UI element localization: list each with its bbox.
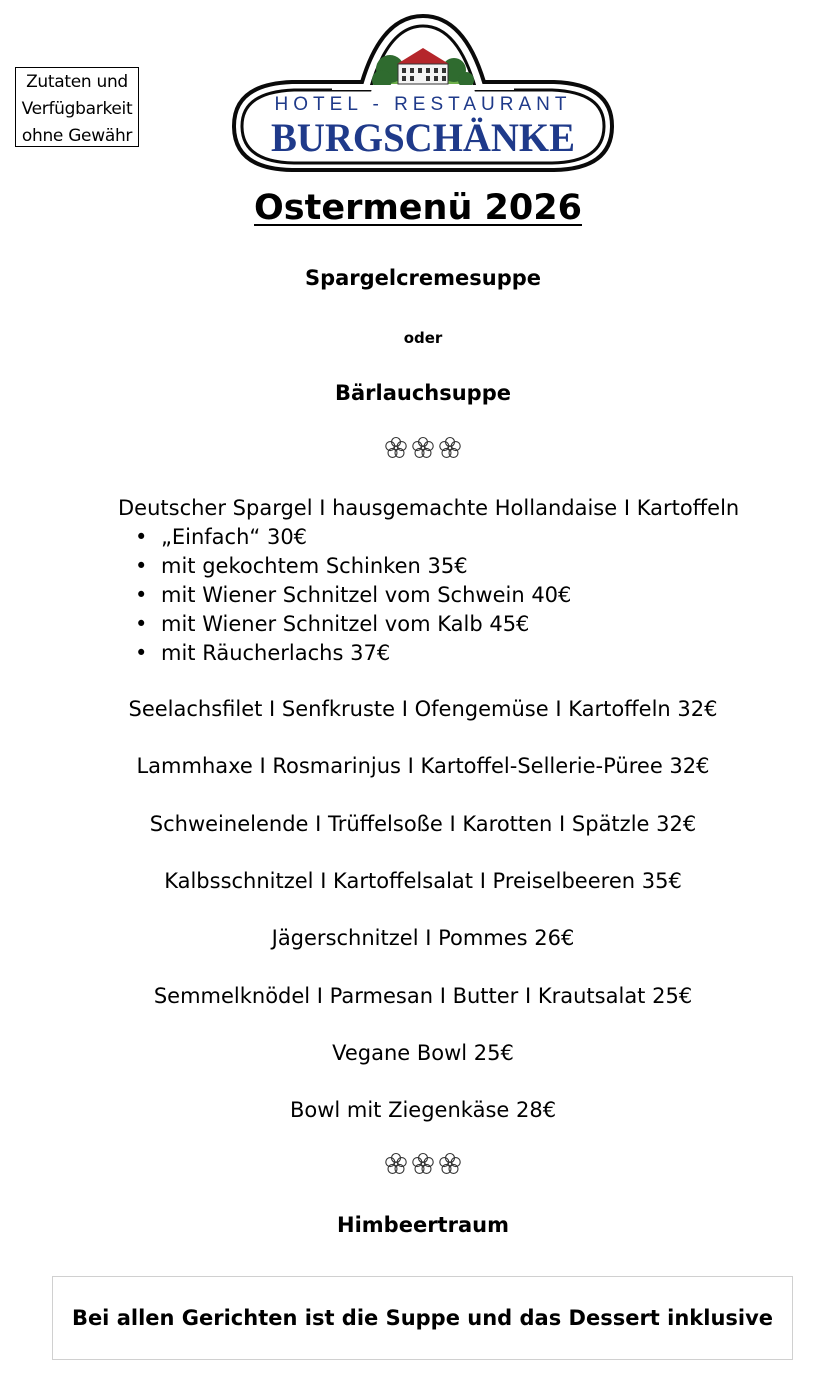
dessert: Himbeertraum — [337, 1213, 509, 1237]
divider — [0, 1152, 836, 1176]
main-dish: Seelachsfilet I Senfkruste I Ofengemüse I Kartoffeln 32€ — [128, 697, 718, 721]
main-dish: Kalbsschnitzel I Kartoffelsalat I Preiselbeeren 35€ — [164, 869, 682, 893]
list-item: • mit gekochtem Schinken 35€ — [133, 552, 571, 581]
disclaimer-line: Verfügbarkeit — [21, 99, 133, 119]
flower-ornament-icon — [438, 1152, 462, 1176]
main-dish: Lammhaxe I Rosmarinjus I Kartoffel-Sellerie-Püree 32€ — [136, 754, 710, 778]
list-item: • mit Wiener Schnitzel vom Kalb 45€ — [133, 610, 571, 639]
flower-ornament-icon — [384, 1152, 408, 1176]
main-dish: Schweinelende I Trüffelsoße I Karotten I Spätzle 32€ — [149, 812, 697, 836]
disclaimer-box — [15, 67, 139, 147]
asparagus-options — [133, 523, 571, 668]
main-dish: Bowl mit Ziegenkäse 28€ — [289, 1098, 557, 1122]
or-separator: oder — [403, 329, 443, 347]
footer-note-box — [52, 1276, 793, 1360]
soup-option: Spargelcremesuppe — [304, 266, 542, 290]
flower-ornament-icon — [411, 436, 435, 460]
disclaimer-line: Zutaten und — [26, 72, 128, 92]
main-dish: Jägerschnitzel I Pommes 26€ — [271, 926, 575, 950]
list-item: • mit Räucherlachs 37€ — [133, 639, 571, 668]
main-dish: Semmelknödel I Parmesan I Butter I Krautsalat 25€ — [153, 984, 693, 1008]
list-item: • „Einfach“ 30€ — [133, 523, 571, 552]
page-title: Ostermenü 2026 — [254, 188, 582, 228]
logo-subtitle: HOTEL - RESTAURANT — [274, 94, 572, 115]
flower-ornament-icon — [438, 436, 462, 460]
disclaimer-line: ohne Gewähr — [21, 126, 133, 146]
soup-option: Bärlauchsuppe — [334, 381, 511, 405]
list-item: • mit Wiener Schnitzel vom Schwein 40€ — [133, 581, 571, 610]
footer-note: Bei allen Gerichten ist die Suppe und das Dessert inklusive — [71, 1306, 774, 1330]
divider — [0, 436, 836, 460]
main-dish: Vegane Bowl 25€ — [332, 1041, 514, 1065]
asparagus-heading: Deutscher Spargel I hausgemachte Hollandaise I Kartoffeln — [118, 496, 740, 520]
flower-ornament-icon — [411, 1152, 435, 1176]
hotel-logo — [232, 14, 614, 172]
flower-ornament-icon — [384, 436, 408, 460]
logo-name: BURGSCHÄNKE — [271, 115, 575, 160]
